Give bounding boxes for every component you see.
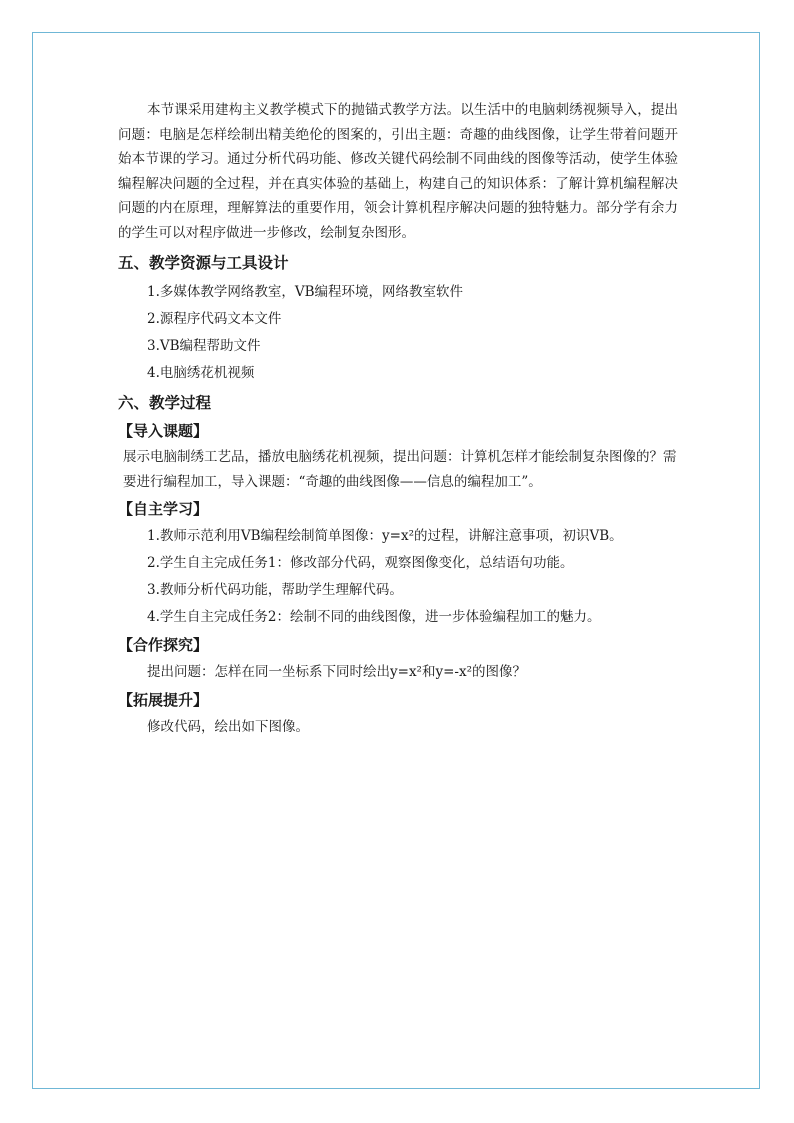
extension-text: 修改代码，绘出如下图像。 (147, 719, 309, 735)
self-study-item: 1.教师示范利用VB编程绘制简单图像：y=x²的过程，讲解注意事项，初识VB。 (147, 528, 623, 544)
self-study-item: 3.教师分析代码功能，帮助学生理解代码。 (147, 582, 403, 598)
section5-heading: 五、教学资源与工具设计 (118, 254, 289, 272)
intro-subheading: 【导入课题】 (118, 422, 209, 440)
cooperation-text: 提出问题：怎样在同一坐标系下同时绘出y=x²和y=-x²的图像？ (147, 664, 526, 680)
resource-item: 2.源程序代码文本文件 (147, 311, 282, 327)
section6-heading: 六、教学过程 (118, 394, 212, 412)
intro-paragraph: 本节课采用建构主义教学模式下的抛锚式教学方法。以生活中的电脑刺绣视频导入，提出问题：电脑是怎样绘制出精美绝伦的图案的，引出主题：奇趣的曲线图像，让学生带着问题开始本节课的学习。通过分析代码功能、修改关键代码绘制不同曲线的图像等活动，使学生体验编程解决问题的全过程，并在真实体验的基础上，构建自己的知识体系：了解计算机编程解决问题的内在原理，理解算法的重要作用，领会计算机程序解决问题的独特魅力。部分学有余力的学生可以对程序做进一步修改，绘制复杂图形。 (118, 102, 678, 241)
self-study-subheading: 【自主学习】 (118, 500, 209, 518)
resource-item: 4.电脑绣花机视频 (147, 365, 255, 381)
intro-text: 展示电脑制绣工艺品，播放电脑绣花机视频，提出问题：计算机怎样才能绘制复杂图像的？需要进行编程加工，导入课题：“奇趣的曲线图像——信息的编程加工”。 (123, 449, 677, 490)
document-body (118, 98, 678, 741)
cooperation-subheading: 【合作探究】 (118, 636, 209, 654)
self-study-item: 2.学生自主完成任务1：修改部分代码，观察图像变化，总结语句功能。 (147, 555, 574, 571)
extension-subheading: 【拓展提升】 (118, 691, 209, 709)
self-study-item: 4.学生自主完成任务2：绘制不同的曲线图像，进一步体验编程加工的魅力。 (147, 609, 601, 625)
resource-item: 1.多媒体教学网络教室，VB编程环境，网络教室软件 (147, 284, 464, 300)
resource-item: 3.VB编程帮助文件 (147, 338, 261, 354)
